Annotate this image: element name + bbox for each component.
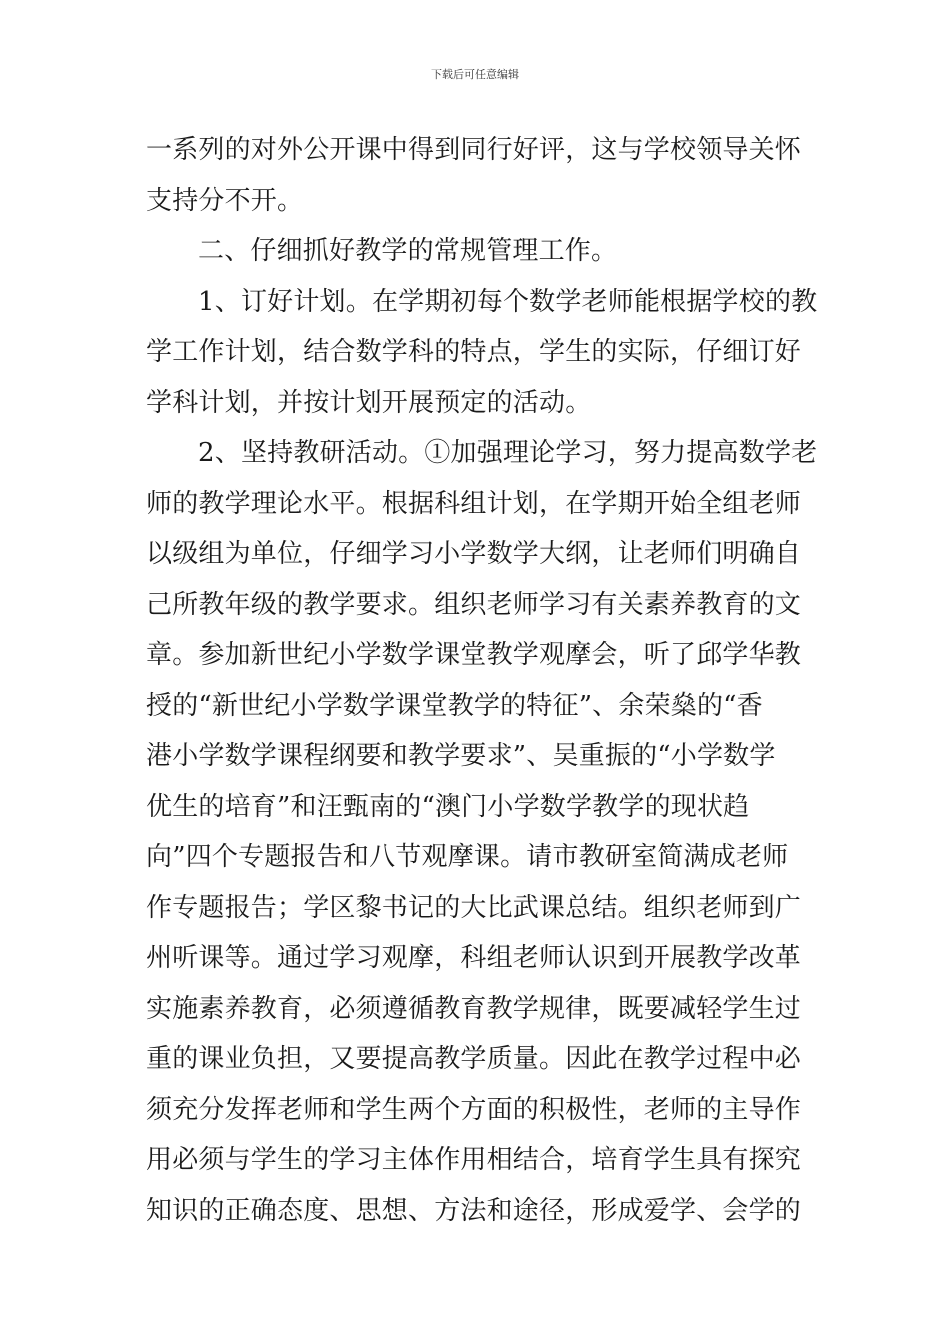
text-line: 州听课等。通过学习观摩，科组老师认识到开展教学改革 [146, 943, 802, 973]
text-line: 用必须与学生的学习主体作用相结合，培育学生具有探究 [146, 1145, 802, 1175]
text-line: 以级组为单位，仔细学习小学数学大纲，让老师们明确自 [146, 539, 802, 569]
text-line: 授的“新世纪小学数学课堂教学的特征”、余荣燊的“香 [146, 690, 763, 721]
text-line: 学科计划，并按计划开展预定的活动。 [146, 387, 592, 418]
page-header-note: 下载后可任意编辑 [431, 68, 519, 81]
text-line: 支持分不开。 [146, 185, 304, 216]
text-line: 作专题报告；学区黎书记的大比武课总结。组织老师到广 [146, 892, 802, 923]
text-line: 重的课业负担，又要提高教学质量。因此在教学过程中必 [146, 1044, 802, 1074]
text-line: 知识的正确态度、思想、方法和途径，形成爱学、会学的 [146, 1195, 802, 1226]
text-line: 学工作计划，结合数学科的特点，学生的实际，仔细订好 [146, 337, 802, 367]
text-line: 己所教年级的教学要求。组织老师学习有关素养教育的文 [146, 589, 802, 620]
text-line: 优生的培育”和汪甄南的“澳门小学数学教学的现状趋 [146, 791, 750, 822]
text-line: 实施素养教育，必须遵循教育教学规律，既要减轻学生过 [146, 993, 802, 1024]
text-line: 港小学数学课程纲要和教学要求”、吴重振的“小学数学 [146, 741, 776, 771]
document-body [146, 125, 818, 1236]
text-line: 向”四个专题报告和八节观摩课。请市教研室简满成老师 [146, 842, 789, 872]
text-line: 师的教学理论水平。根据科组计划，在学期开始全组老师 [146, 488, 802, 519]
text-line: 须充分发挥老师和学生两个方面的积极性，老师的主导作 [146, 1094, 802, 1125]
text-line: 一系列的对外公开课中得到同行好评，这与学校领导关怀 [146, 135, 802, 165]
text-line: 章。参加新世纪小学数学课堂教学观摩会，听了邱学华教 [146, 640, 802, 670]
paragraph-start: 2、坚持教研活动。①加强理论学习，努力提高数学老 [198, 438, 818, 468]
section-heading: 二、仔细抓好教学的常规管理工作。 [198, 236, 618, 266]
paragraph-start: 1、订好计划。在学期初每个数学老师能根据学校的教 [198, 286, 818, 317]
